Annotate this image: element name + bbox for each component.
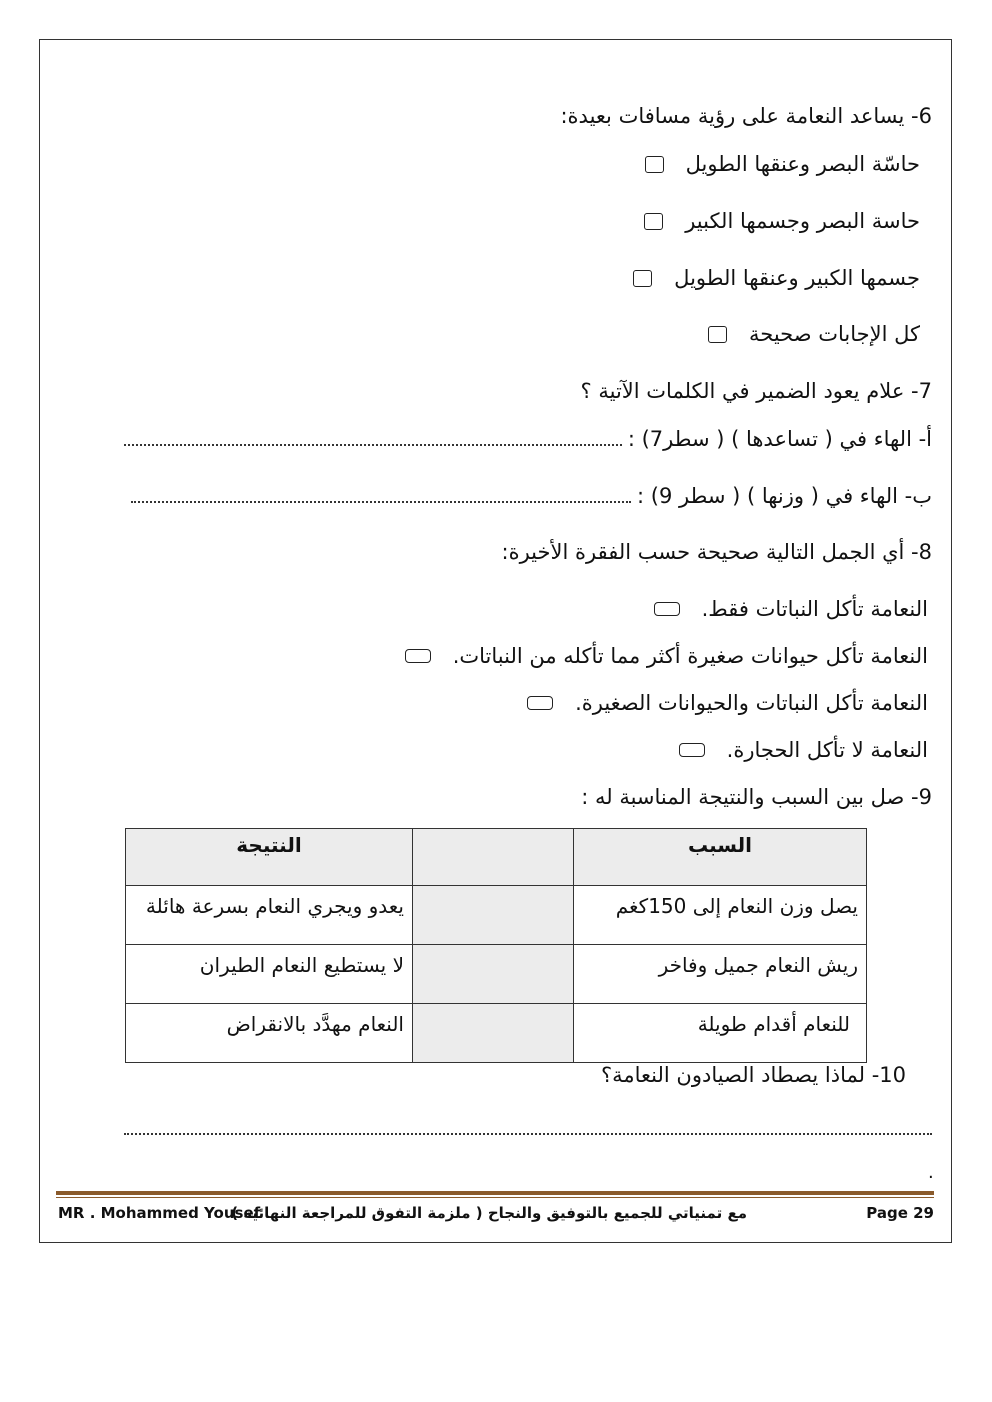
cause-header: السبب [574, 829, 867, 886]
q8-option-3[interactable] [527, 688, 928, 718]
connector-cell [413, 945, 574, 1004]
footer-center: مع تمنياتي للجميع بالتوفيق والنجاح ( ملزمة التفوق للمراجعة النهائية ) [231, 1204, 747, 1222]
q7-item-a[interactable] [124, 424, 932, 454]
option-label: النعامة تأكل حيوانات صغيرة أكثر مما تأكله من النباتات. [452, 644, 928, 668]
q6-option-4[interactable] [708, 319, 920, 349]
item-label: أ- الهاء في ( تساعدها ) ( سطر7) : [627, 427, 932, 451]
q7-item-b[interactable] [131, 481, 932, 511]
option-label: النعامة لا تأكل الحجارة. [726, 738, 928, 762]
cause-result-table [125, 828, 867, 1063]
cause-cell[interactable]: للنعام أقدام طويلة [574, 1004, 867, 1063]
q6-option-3[interactable] [633, 263, 920, 293]
connector-cell [413, 1004, 574, 1063]
question-8: 8- أي الجمل التالية صحيحة حسب الفقرة الأخيرة: [501, 540, 932, 564]
option-label: حاسة البصر وجسمها الكبير [685, 209, 920, 233]
trailing-mark: . [928, 1162, 934, 1183]
checkbox[interactable] [527, 696, 553, 710]
footer-rule [56, 1191, 934, 1195]
answer-blank[interactable] [124, 426, 622, 446]
q8-option-4[interactable] [679, 735, 928, 765]
connector-cell [413, 886, 574, 945]
q6-option-1[interactable] [645, 149, 920, 179]
q6-option-2[interactable] [644, 206, 920, 236]
checkbox[interactable] [708, 326, 727, 343]
question-7: 7- علام يعود الضمير في الكلمات الآتية ؟ [580, 379, 932, 403]
option-label: النعامة تأكل النباتات والحيوانات الصغيرة. [575, 691, 928, 715]
option-label: حاسّة البصر وعنقها الطويل [685, 152, 920, 176]
checkbox[interactable] [645, 156, 664, 173]
cause-cell[interactable]: ريش النعام جميل وفاخر [574, 945, 867, 1004]
checkbox[interactable] [644, 213, 663, 230]
option-label: جسمها الكبير وعنقها الطويل [674, 266, 920, 290]
cause-cell[interactable]: يصل وزن النعام إلى 150كغم [574, 886, 867, 945]
q8-option-2[interactable] [405, 641, 928, 671]
result-cell[interactable]: لا يستطيع النعام الطيران [126, 945, 413, 1004]
result-header: النتيجة [126, 829, 413, 886]
checkbox[interactable] [405, 649, 431, 663]
answer-line[interactable] [124, 1133, 932, 1135]
answer-blank[interactable] [131, 483, 631, 503]
footer-page-number: Page 29 [866, 1204, 934, 1222]
footer-rule-thin [56, 1197, 934, 1198]
item-label: ب- الهاء في ( وزنها ) ( سطر 9) : [637, 484, 932, 508]
question-10: 10- لماذا يصطاد الصيادون النعامة؟ [600, 1063, 906, 1087]
checkbox[interactable] [654, 602, 680, 616]
checkbox[interactable] [633, 270, 652, 287]
checkbox[interactable] [679, 743, 705, 757]
question-9: 9- صل بين السبب والنتيجة المناسبة له : [581, 785, 932, 809]
option-label: النعامة تأكل النباتات فقط. [701, 597, 928, 621]
result-cell[interactable]: يعدو ويجري النعام بسرعة هائلة [126, 886, 413, 945]
connector-column [413, 829, 574, 886]
result-cell[interactable]: النعام مهدَّد بالانقراض [126, 1004, 413, 1063]
option-label: كل الإجابات صحيحة [749, 322, 920, 346]
footer-author: MR . Mohammed Yousef [58, 1204, 261, 1222]
q8-option-1[interactable] [654, 594, 928, 624]
question-6: 6- يساعد النعامة على رؤية مسافات بعيدة: [560, 104, 932, 128]
